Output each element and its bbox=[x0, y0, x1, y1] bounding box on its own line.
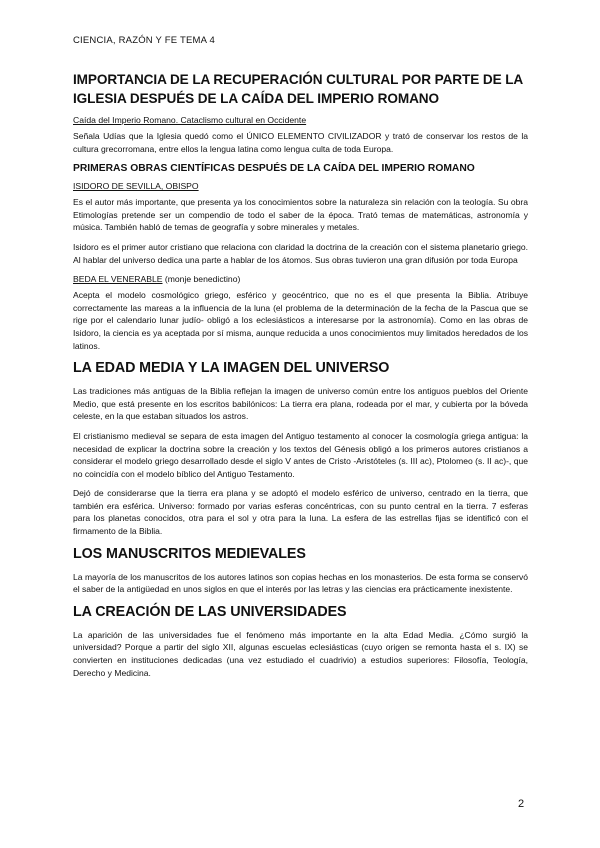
paragraph-edad-media-3: Dejó de considerarse que la tierra era plana y se adoptó el modelo esférico de universo, centrado en la tierra, que también era esférica. Universo: formado por varias esferas concéntricas, con su punto central en la tierra. 7 esferas para los planetas conocidos, otra para el sol y otra para la luna. La esfera de las estrellas fijas se identificó con el firmamento de la Biblia. bbox=[73, 488, 528, 537]
subtitle-text: Caída del Imperio Romano. Cataclismo cultural en Occidente bbox=[73, 115, 307, 125]
author-beda bbox=[73, 273, 528, 285]
heading-primeras-obras: PRIMERAS OBRAS CIENTÍFICAS DESPUÉS DE LA CAÍDA DEL IMPERIO ROMANO bbox=[73, 163, 475, 175]
running-header: CIENCIA, RAZÓN Y FE TEMA 4 bbox=[73, 35, 215, 46]
author-beda-note: (monje benedictino) bbox=[162, 274, 241, 285]
paragraph-edad-media-1: Las tradiciones más antiguas de la Biblia reflejan la imagen de universo común entre los antiguos pueblos del Oriente Medio, que está presente en los escritos babilónicos: La tierra era plana, rodeada por el mar, y cubierta por la bóveda celeste, en la que estaban situados los astros. bbox=[73, 386, 528, 422]
paragraph-isidoro-1: Es el autor más importante, que presenta ya los conocimientos sobre la naturaleza sin relación con la teología. Su obra Etimologías pretende ser un compendio de todo el saber de la época. Trató temas de matemáticas, astronomía y música. También habló de temas de geografía y sobre minerales y metales. bbox=[73, 197, 528, 233]
paragraph-manuscritos: La mayoría de los manuscritos de los autores latinos son copias hechas en los monasterios. De esta forma se conservó el saber de la antigüedad en unos siglos en que el interés por las letras y las ciencias era prácticamente inexistente. bbox=[73, 571, 528, 595]
author-isidoro bbox=[73, 180, 528, 192]
paragraph-edad-media-2: El cristianismo medieval se separa de esta imagen del Antiguo testamento al conocer la cosmología griega antigua: la necesidad de explicar la doctrina sobre la creación y los textos del Génesis obligó a los primeros autores cristianos a considerar el modelo griego desarrollado desde el siglo V antes de Cristo -Aristóteles (s. III ac), Ptolomeo (s. II ac)-, que no coincidía con el modelo bíblico del Antiguo Testamento. bbox=[73, 430, 528, 479]
paragraph-beda: Acepta el modelo cosmológico griego, esférico y geocéntrico, que no es el que presenta la Biblia. Atribuye correctamente las mareas a la influencia de la luna (el problema de la determinación de la fecha de la Pascua que se rige por el calendario lunar judío- obligó a los eclesiásticos a interesarse por la astronomía). Como en las obras de Isidoro, la ciencia es ya aceptada por sí misma, aunque reducida a unos conocimientos muy limitados heredados de los latinos. bbox=[73, 290, 528, 351]
author-isidoro-name: ISIDORO DE SEVILLA, OBISPO bbox=[73, 181, 199, 192]
section-subtitle bbox=[73, 114, 528, 126]
paragraph-isidoro-2: Isidoro es el primer autor cristiano que relaciona con claridad la doctrina de la creación con el sistema planetario griego. Al hablar del universo dedica una parte a hablar de los átomos. Sus obras tuvieron una gran difusión por toda Europa bbox=[73, 241, 528, 265]
page-number: 2 bbox=[518, 798, 525, 810]
document-body bbox=[73, 70, 528, 686]
heading-manuscritos: LOS MANUSCRITOS MEDIEVALES bbox=[73, 545, 306, 562]
heading-universidades: LA CREACIÓN DE LAS UNIVERSIDADES bbox=[73, 603, 347, 620]
heading-edad-media: LA EDAD MEDIA Y LA IMAGEN DEL UNIVERSO bbox=[73, 360, 390, 377]
paragraph-udias: Señala Udías que la Iglesia quedó como el ÚNICO ELEMENTO CIVILIZADOR y trató de conservar los restos de la cultura grecorromana, entre ellos la lengua latina como lengua culta de toda Europa. bbox=[73, 131, 528, 154]
document-title: IMPORTANCIA DE LA RECUPERACIÓN CULTURAL POR PARTE DE LA IGLESIA DESPUÉS DE LA CAÍDA DEL IMPERIO ROMANO bbox=[73, 72, 523, 106]
paragraph-universidades: La aparición de las universidades fue el fenómeno más importante en la alta Edad Media. ¿Cómo surgió la universidad? Porque a partir del siglo XII, algunas escuelas eclesiásticas (cuyo origen se remonta hasta el s. IX) se convierten en instituciones dedicadas (una vez estudiado el cuadrivio) a estudios superiores: Filosofía, Teología, Derecho y Medicina. bbox=[73, 629, 528, 678]
author-beda-name: BEDA EL VENERABLE bbox=[73, 274, 163, 285]
